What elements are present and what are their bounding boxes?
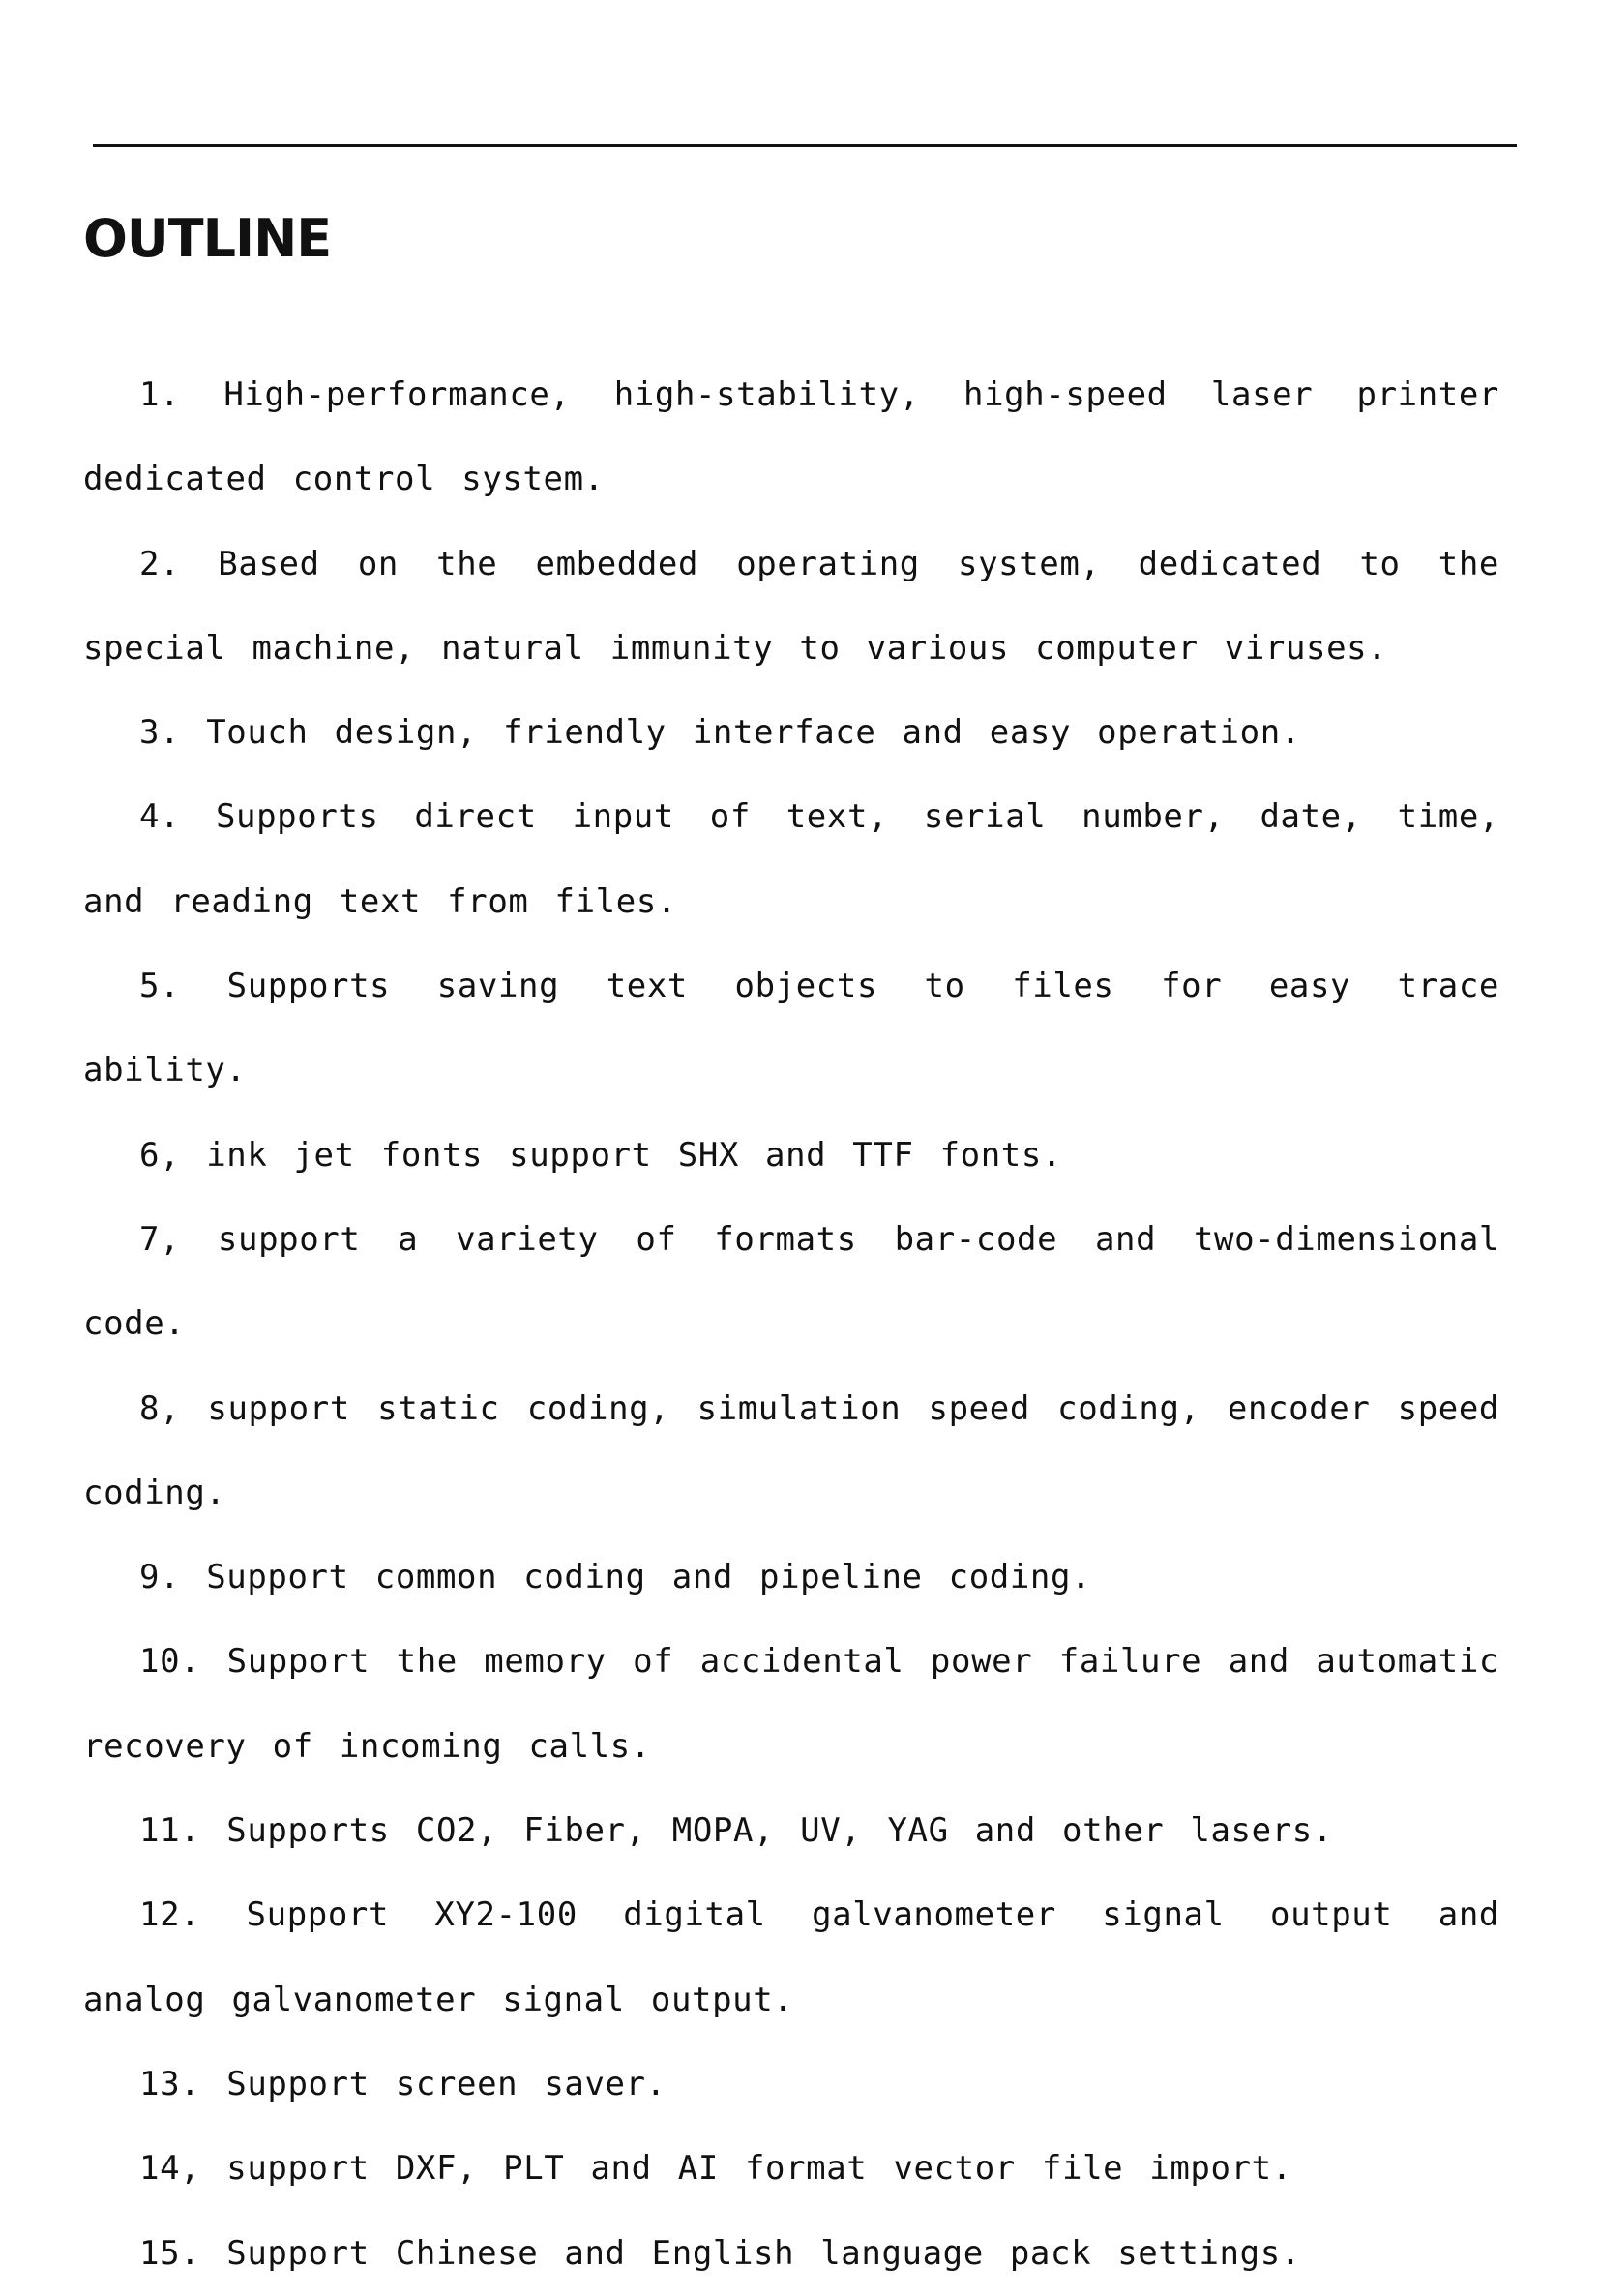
feature-item-12: 12. Support XY2-100 digital galvanometer signal output and analog galvanometer signal output.: [83, 1895, 1499, 2019]
feature-item-11: 11. Supports CO2, Fiber, MOPA, UV, YAG and other lasers.: [139, 1811, 1333, 1851]
feature-item-15: 15. Support Chinese and English language pack settings.: [139, 2233, 1301, 2273]
feature-item-8: 8, support static coding, simulation speed coding, encoder speed coding.: [83, 1388, 1499, 1512]
feature-item-1: 1. High-performance, high-stability, high-speed laser printer dedicated control system.: [83, 375, 1499, 499]
feature-item-14: 14, support DXF, PLT and AI format vector file import.: [139, 2149, 1292, 2189]
page-title: OUTLINE: [83, 208, 332, 269]
feature-item-13: 13. Support screen saver.: [139, 2064, 667, 2103]
feature-item-3: 3. Touch design, friendly interface and easy operation.: [139, 713, 1301, 753]
header-rule: [93, 144, 1517, 147]
feature-item-7: 7, support a variety of formats bar-code and two-dimensional code.: [83, 1219, 1499, 1344]
feature-item-6: 6, ink jet fonts support SHX and TTF fonts.: [139, 1135, 1062, 1175]
feature-item-10: 10. Support the memory of accidental power failure and automatic recovery of incoming calls.: [83, 1642, 1499, 1766]
feature-item-9: 9. Support common coding and pipeline coding.: [139, 1558, 1092, 1597]
feature-item-5: 5. Supports saving text objects to files for easy trace ability.: [83, 967, 1499, 1090]
feature-item-2: 2. Based on the embedded operating system, dedicated to the special machine, natural immunity to various computer viruses.: [83, 544, 1499, 668]
feature-item-4: 4. Supports direct input of text, serial number, date, time, and reading text from files.: [83, 797, 1499, 921]
feature-list: [83, 353, 1499, 2296]
